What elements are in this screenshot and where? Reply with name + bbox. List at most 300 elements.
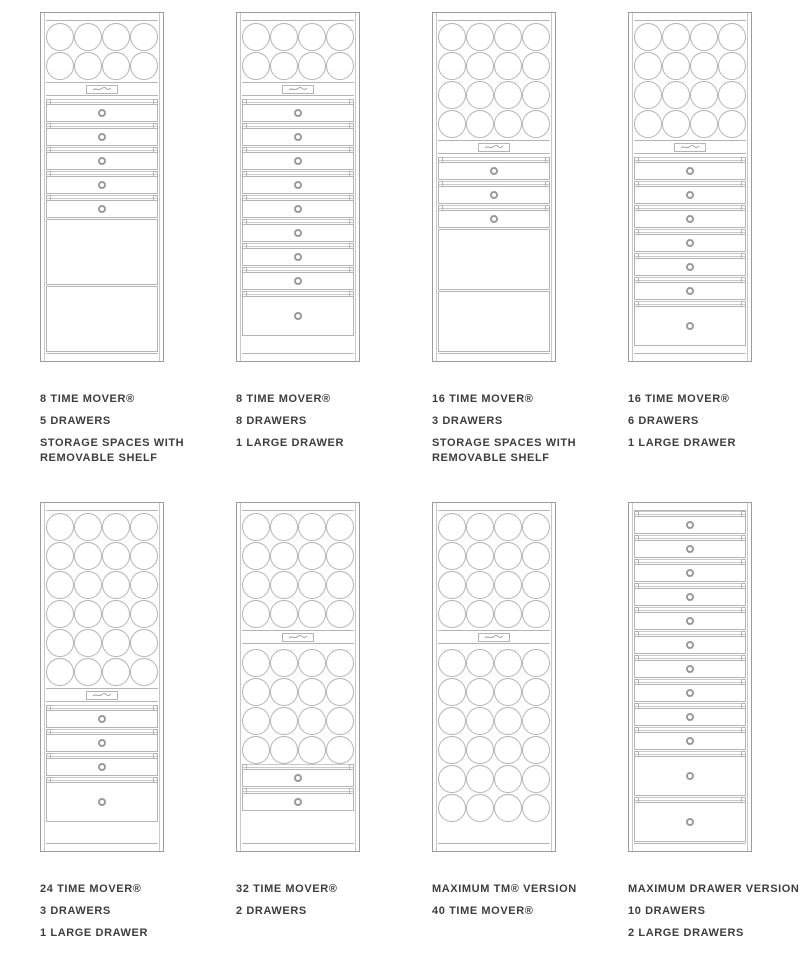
drawer bbox=[242, 267, 354, 290]
brand-plaque bbox=[282, 85, 314, 94]
time-mover-slot bbox=[494, 765, 522, 793]
large-drawer bbox=[242, 291, 354, 336]
drawer-rail bbox=[242, 147, 354, 151]
drawer-face bbox=[46, 710, 158, 728]
cabinet-interior bbox=[44, 13, 160, 361]
time-mover-slot bbox=[242, 707, 270, 735]
brand-plaque-band bbox=[634, 140, 746, 154]
drawer-rail bbox=[46, 147, 158, 151]
drawer-knob-icon bbox=[98, 181, 106, 189]
time-mover-slot bbox=[270, 52, 298, 80]
cabinet-diagram bbox=[628, 502, 752, 852]
time-mover-slot bbox=[466, 794, 494, 822]
caption-line: 1 LARGE DRAWER bbox=[236, 437, 345, 449]
time-mover-slot bbox=[522, 707, 550, 735]
drawer bbox=[634, 277, 746, 300]
drawer bbox=[46, 123, 158, 146]
drawer-rail bbox=[634, 205, 746, 209]
drawer-knob-icon bbox=[294, 157, 302, 165]
drawer-face bbox=[634, 588, 746, 606]
drawer-rail bbox=[634, 157, 746, 161]
drawer-rail bbox=[46, 99, 158, 103]
drawer-rail bbox=[634, 277, 746, 281]
time-mover-slot bbox=[270, 513, 298, 541]
drawer-rail bbox=[46, 123, 158, 127]
time-mover-slot bbox=[466, 571, 494, 599]
drawer-knob-icon bbox=[98, 109, 106, 117]
time-mover-slot bbox=[242, 52, 270, 80]
caption-line: 8 TIME MOVER® bbox=[236, 393, 331, 405]
empty-base bbox=[242, 337, 354, 353]
caption-line: 2 DRAWERS bbox=[236, 905, 307, 917]
time-mover-slot bbox=[326, 23, 354, 51]
drawer-face bbox=[634, 636, 746, 654]
brand-plaque bbox=[674, 143, 706, 152]
cabinet-diagram bbox=[628, 12, 752, 362]
time-mover-slot bbox=[102, 23, 130, 51]
time-mover-slot bbox=[466, 110, 494, 138]
time-mover-slot bbox=[466, 81, 494, 109]
time-mover-slot bbox=[242, 542, 270, 570]
time-mover-slot bbox=[46, 52, 74, 80]
time-mover-slot bbox=[662, 23, 690, 51]
cabinet-plinth bbox=[438, 353, 550, 361]
cabinet-top-panel bbox=[242, 13, 354, 21]
drawer-face bbox=[46, 758, 158, 776]
drawer-rail bbox=[242, 291, 354, 295]
time-mover-slot bbox=[74, 658, 102, 686]
drawer-knob-icon bbox=[686, 593, 694, 601]
drawer-rail bbox=[634, 253, 746, 257]
caption-line: 8 TIME MOVER® bbox=[40, 393, 135, 405]
time-mover-slot bbox=[270, 542, 298, 570]
drawer-knob-icon bbox=[686, 521, 694, 529]
drawer-rail bbox=[242, 195, 354, 199]
time-mover-slot bbox=[438, 513, 466, 541]
empty-base bbox=[438, 822, 550, 843]
time-mover-slot bbox=[494, 571, 522, 599]
time-mover-slot bbox=[718, 52, 746, 80]
caption-line: 16 TIME MOVER® bbox=[432, 393, 534, 405]
drawer bbox=[46, 729, 158, 752]
caption-line: 40 TIME MOVER® bbox=[432, 905, 534, 917]
drawer-knob-icon bbox=[294, 774, 302, 782]
time-mover-slot bbox=[494, 736, 522, 764]
cabinet-cell bbox=[236, 502, 432, 956]
time-mover-slot bbox=[466, 600, 494, 628]
time-mover-slot bbox=[242, 736, 270, 764]
drawer-rail bbox=[634, 751, 746, 755]
cabinet-top-panel bbox=[438, 503, 550, 511]
drawer bbox=[46, 705, 158, 728]
cabinet-plinth bbox=[242, 843, 354, 851]
time-mover-slot bbox=[326, 52, 354, 80]
drawer-knob-icon bbox=[98, 205, 106, 213]
cabinet-cell bbox=[40, 502, 236, 956]
caption-line: 1 LARGE DRAWER bbox=[628, 437, 737, 449]
time-mover-slot bbox=[130, 52, 158, 80]
drawer-face bbox=[634, 684, 746, 702]
time-mover-slot bbox=[522, 765, 550, 793]
cabinet-cell bbox=[40, 12, 236, 502]
drawer bbox=[438, 205, 550, 228]
drawer-rail bbox=[46, 753, 158, 757]
time-mover-slot bbox=[298, 707, 326, 735]
caption-line: 3 DRAWERS bbox=[40, 905, 111, 917]
caption-line: 3 DRAWERS bbox=[432, 415, 503, 427]
cabinet-caption bbox=[628, 882, 800, 941]
drawer-rail bbox=[438, 157, 550, 161]
time-mover-grid bbox=[438, 22, 550, 138]
brand-plaque-band bbox=[438, 630, 550, 644]
drawer-knob-icon bbox=[686, 239, 694, 247]
drawer bbox=[46, 99, 158, 122]
drawer-knob-icon bbox=[686, 713, 694, 721]
time-mover-slot bbox=[494, 81, 522, 109]
time-mover-slot bbox=[102, 600, 130, 628]
drawer-rail bbox=[46, 195, 158, 199]
time-mover-slot bbox=[662, 110, 690, 138]
storage-space bbox=[438, 291, 550, 352]
drawer bbox=[634, 655, 746, 678]
drawer-rail bbox=[634, 181, 746, 185]
time-mover-slot bbox=[74, 629, 102, 657]
time-mover-slot bbox=[242, 649, 270, 677]
brand-plaque bbox=[282, 633, 314, 642]
time-mover-slot bbox=[326, 707, 354, 735]
drawer bbox=[634, 253, 746, 276]
drawer-face bbox=[46, 128, 158, 146]
time-mover-slot bbox=[662, 81, 690, 109]
time-mover-slot bbox=[102, 658, 130, 686]
drawer-face bbox=[46, 152, 158, 170]
time-mover-grid bbox=[242, 22, 354, 80]
time-mover-slot bbox=[466, 678, 494, 706]
time-mover-slot bbox=[46, 513, 74, 541]
drawer-knob-icon bbox=[686, 818, 694, 826]
time-mover-slot bbox=[130, 658, 158, 686]
time-mover-slot bbox=[242, 600, 270, 628]
cabinet-diagram bbox=[432, 502, 556, 852]
time-mover-slot bbox=[494, 23, 522, 51]
drawer-rail bbox=[46, 729, 158, 733]
time-mover-slot bbox=[242, 23, 270, 51]
drawer-rail bbox=[634, 511, 746, 515]
time-mover-slot bbox=[522, 23, 550, 51]
cabinet-caption bbox=[432, 882, 617, 919]
time-mover-slot bbox=[298, 52, 326, 80]
drawer-face bbox=[242, 248, 354, 266]
caption-line: 8 DRAWERS bbox=[236, 415, 307, 427]
drawer-rail bbox=[242, 764, 354, 768]
cabinet-top-panel bbox=[46, 503, 158, 511]
drawer-face bbox=[634, 306, 746, 346]
time-mover-slot bbox=[270, 707, 298, 735]
time-mover-grid bbox=[634, 22, 746, 138]
large-drawer bbox=[634, 797, 746, 842]
cabinet-interior bbox=[240, 13, 356, 361]
drawer-face bbox=[634, 210, 746, 228]
drawer-knob-icon bbox=[294, 312, 302, 320]
drawer bbox=[634, 535, 746, 558]
caption-line: 10 DRAWERS bbox=[628, 905, 706, 917]
cabinet-cell bbox=[628, 12, 800, 502]
brand-plaque bbox=[86, 85, 118, 94]
drawer bbox=[242, 764, 354, 787]
drawer bbox=[46, 171, 158, 194]
brand-plaque-band bbox=[46, 82, 158, 96]
cabinet-top-panel bbox=[46, 13, 158, 21]
drawer-face bbox=[242, 272, 354, 290]
time-mover-slot bbox=[438, 736, 466, 764]
time-mover-slot bbox=[270, 649, 298, 677]
time-mover-slot bbox=[494, 52, 522, 80]
cabinet-interior bbox=[240, 503, 356, 851]
caption-line: MAXIMUM DRAWER VERSION bbox=[628, 883, 800, 895]
time-mover-slot bbox=[494, 600, 522, 628]
time-mover-slot bbox=[438, 542, 466, 570]
cabinet-cell bbox=[432, 12, 628, 502]
drawer bbox=[242, 99, 354, 122]
drawer-knob-icon bbox=[686, 263, 694, 271]
drawer-face bbox=[46, 176, 158, 194]
cabinet-interior bbox=[632, 503, 748, 851]
drawer-rail bbox=[634, 229, 746, 233]
drawer-face bbox=[634, 540, 746, 558]
time-mover-slot bbox=[522, 81, 550, 109]
time-mover-slot bbox=[298, 600, 326, 628]
drawer bbox=[634, 559, 746, 582]
time-mover-slot bbox=[102, 52, 130, 80]
empty-base bbox=[46, 823, 158, 843]
signature-icon bbox=[92, 692, 112, 698]
time-mover-slot bbox=[438, 23, 466, 51]
drawer-rail bbox=[242, 123, 354, 127]
storage-space bbox=[46, 219, 158, 285]
drawer-face bbox=[634, 732, 746, 750]
drawer-face bbox=[46, 200, 158, 218]
time-mover-slot bbox=[634, 81, 662, 109]
drawer-rail bbox=[46, 705, 158, 709]
drawer-rail bbox=[46, 777, 158, 781]
cabinet-caption bbox=[432, 392, 617, 466]
drawer-face bbox=[242, 200, 354, 218]
caption-line: 6 DRAWERS bbox=[628, 415, 699, 427]
drawer-knob-icon bbox=[294, 133, 302, 141]
time-mover-slot bbox=[74, 542, 102, 570]
drawer-rail bbox=[242, 99, 354, 103]
time-mover-grid bbox=[46, 512, 158, 686]
drawer-rail bbox=[634, 301, 746, 305]
drawer-rail bbox=[634, 679, 746, 683]
time-mover-slot bbox=[242, 678, 270, 706]
time-mover-slot bbox=[690, 81, 718, 109]
time-mover-slot bbox=[46, 542, 74, 570]
drawer-face bbox=[242, 152, 354, 170]
time-mover-slot bbox=[326, 649, 354, 677]
drawer-knob-icon bbox=[294, 798, 302, 806]
time-mover-slot bbox=[718, 110, 746, 138]
time-mover-slot bbox=[522, 600, 550, 628]
drawer-knob-icon bbox=[686, 689, 694, 697]
time-mover-slot bbox=[270, 736, 298, 764]
brand-plaque bbox=[86, 691, 118, 700]
drawer bbox=[634, 631, 746, 654]
drawer-knob-icon bbox=[98, 763, 106, 771]
time-mover-slot bbox=[494, 794, 522, 822]
cabinet-interior bbox=[436, 13, 552, 361]
time-mover-slot bbox=[326, 600, 354, 628]
time-mover-slot bbox=[298, 678, 326, 706]
time-mover-grid bbox=[438, 648, 550, 822]
time-mover-slot bbox=[634, 110, 662, 138]
time-mover-slot bbox=[74, 600, 102, 628]
time-mover-slot bbox=[74, 52, 102, 80]
time-mover-slot bbox=[466, 52, 494, 80]
cabinet-interior bbox=[44, 503, 160, 851]
time-mover-slot bbox=[298, 513, 326, 541]
time-mover-slot bbox=[46, 600, 74, 628]
drawer-face bbox=[634, 516, 746, 534]
drawer-face bbox=[242, 793, 354, 811]
time-mover-slot bbox=[494, 542, 522, 570]
time-mover-slot bbox=[46, 571, 74, 599]
drawer-face bbox=[634, 708, 746, 726]
drawer-face bbox=[242, 176, 354, 194]
drawer bbox=[242, 123, 354, 146]
time-mover-slot bbox=[522, 571, 550, 599]
cabinet-cell bbox=[432, 502, 628, 956]
drawer-rail bbox=[634, 607, 746, 611]
time-mover-grid bbox=[438, 512, 550, 628]
drawer-knob-icon bbox=[98, 133, 106, 141]
drawer-rail bbox=[634, 655, 746, 659]
cabinet-top-panel bbox=[634, 13, 746, 21]
time-mover-slot bbox=[270, 571, 298, 599]
drawer-face bbox=[46, 104, 158, 122]
drawer-knob-icon bbox=[686, 665, 694, 673]
cabinet-interior bbox=[436, 503, 552, 851]
drawer bbox=[46, 753, 158, 776]
storage-space bbox=[438, 229, 550, 290]
cabinet-plinth bbox=[242, 353, 354, 361]
drawer-face bbox=[46, 782, 158, 822]
cabinet-caption bbox=[40, 392, 225, 466]
drawer bbox=[46, 147, 158, 170]
drawer-knob-icon bbox=[98, 157, 106, 165]
signature-icon bbox=[288, 86, 308, 92]
large-drawer bbox=[46, 777, 158, 822]
signature-icon bbox=[288, 634, 308, 640]
time-mover-slot bbox=[298, 649, 326, 677]
time-mover-slot bbox=[102, 571, 130, 599]
drawer-face bbox=[242, 104, 354, 122]
time-mover-slot bbox=[298, 736, 326, 764]
drawer-face bbox=[634, 564, 746, 582]
time-mover-slot bbox=[130, 542, 158, 570]
cabinet-plinth bbox=[438, 843, 550, 851]
drawer-knob-icon bbox=[294, 277, 302, 285]
time-mover-slot bbox=[494, 513, 522, 541]
drawer-rail bbox=[242, 171, 354, 175]
time-mover-slot bbox=[130, 600, 158, 628]
time-mover-slot bbox=[74, 571, 102, 599]
time-mover-slot bbox=[522, 794, 550, 822]
time-mover-slot bbox=[326, 736, 354, 764]
drawer-knob-icon bbox=[686, 167, 694, 175]
drawer-knob-icon bbox=[294, 109, 302, 117]
time-mover-slot bbox=[522, 513, 550, 541]
drawer bbox=[634, 679, 746, 702]
time-mover-slot bbox=[522, 110, 550, 138]
drawer-face bbox=[242, 224, 354, 242]
drawer-rail bbox=[634, 727, 746, 731]
drawer-face bbox=[634, 660, 746, 678]
drawer-knob-icon bbox=[294, 229, 302, 237]
caption-line: 16 TIME MOVER® bbox=[628, 393, 730, 405]
drawer-face bbox=[438, 210, 550, 228]
drawer-rail bbox=[634, 559, 746, 563]
time-mover-grid bbox=[242, 648, 354, 764]
drawer-rail bbox=[46, 171, 158, 175]
caption-line: 5 DRAWERS bbox=[40, 415, 111, 427]
time-mover-slot bbox=[466, 765, 494, 793]
drawer bbox=[438, 181, 550, 204]
empty-base bbox=[242, 812, 354, 843]
cabinet-top-panel bbox=[242, 503, 354, 511]
drawer-knob-icon bbox=[98, 739, 106, 747]
drawer-face bbox=[242, 769, 354, 787]
time-mover-slot bbox=[438, 794, 466, 822]
drawer bbox=[634, 727, 746, 750]
time-mover-slot bbox=[438, 110, 466, 138]
drawer-knob-icon bbox=[686, 545, 694, 553]
drawer bbox=[634, 181, 746, 204]
time-mover-slot bbox=[690, 23, 718, 51]
time-mover-slot bbox=[438, 649, 466, 677]
drawer-knob-icon bbox=[490, 215, 498, 223]
drawer-knob-icon bbox=[686, 191, 694, 199]
brand-plaque bbox=[478, 143, 510, 152]
cabinet-diagram bbox=[432, 12, 556, 362]
time-mover-slot bbox=[662, 52, 690, 80]
time-mover-slot bbox=[326, 513, 354, 541]
drawer bbox=[242, 788, 354, 811]
drawer-knob-icon bbox=[294, 253, 302, 261]
time-mover-slot bbox=[438, 707, 466, 735]
caption-line: 1 LARGE DRAWER bbox=[40, 927, 149, 939]
time-mover-slot bbox=[466, 707, 494, 735]
drawer-knob-icon bbox=[686, 215, 694, 223]
caption-line: STORAGE SPACES WITH REMOVABLE SHELF bbox=[40, 437, 185, 464]
drawer bbox=[634, 205, 746, 228]
cabinet-plinth bbox=[634, 843, 746, 851]
time-mover-slot bbox=[102, 629, 130, 657]
drawer-face bbox=[634, 162, 746, 180]
drawer-knob-icon bbox=[686, 772, 694, 780]
time-mover-slot bbox=[326, 571, 354, 599]
drawer bbox=[634, 583, 746, 606]
time-mover-grid bbox=[46, 22, 158, 80]
drawer-face bbox=[634, 802, 746, 842]
time-mover-slot bbox=[466, 23, 494, 51]
time-mover-slot bbox=[522, 542, 550, 570]
time-mover-slot bbox=[130, 629, 158, 657]
drawer-face bbox=[634, 612, 746, 630]
time-mover-slot bbox=[46, 23, 74, 51]
time-mover-slot bbox=[130, 571, 158, 599]
drawer-rail bbox=[242, 267, 354, 271]
